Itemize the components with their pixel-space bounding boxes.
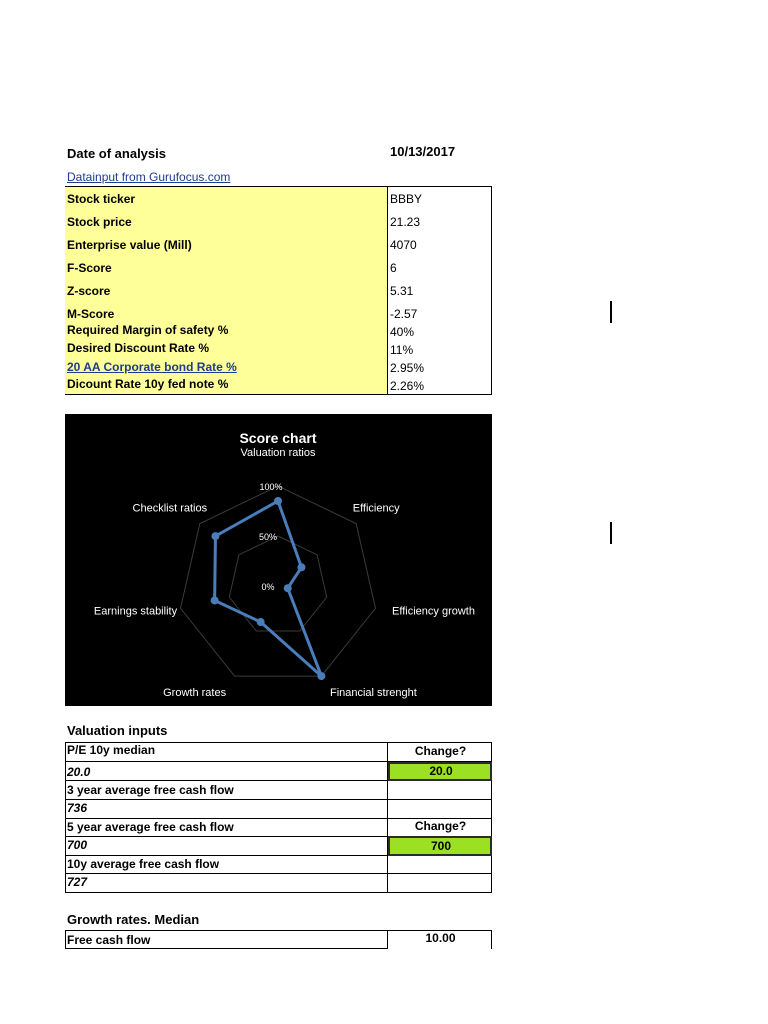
pe-median-label: P/E 10y median — [67, 743, 156, 757]
enterprise-value-value[interactable]: 4070 — [390, 238, 417, 252]
date-value: 10/13/2017 — [390, 144, 456, 159]
radar-data-point — [297, 563, 305, 571]
stock-price-value[interactable]: 21.23 — [390, 215, 421, 229]
score-chart[interactable] — [65, 414, 492, 706]
z-score-value[interactable]: 5.31 — [390, 284, 414, 298]
fcf-5y-label: 5 year average free cash flow — [67, 820, 234, 834]
corporate-bond-rate-value[interactable]: 2.95% — [390, 361, 425, 375]
radar-chart-svg — [65, 414, 492, 706]
fed-note-rate-value[interactable]: 2.26% — [390, 379, 425, 393]
chart-edge — [65, 490, 69, 640]
radar-data-point — [317, 672, 325, 680]
radar-gridline — [181, 486, 376, 676]
pe-change-input[interactable]: 20.0 — [388, 762, 492, 781]
m-score-label: M-Score — [67, 307, 115, 321]
radar-data-point — [211, 532, 219, 540]
discount-rate-value[interactable]: 11% — [390, 343, 414, 357]
f-score-value[interactable]: 6 — [390, 261, 397, 275]
pe-median-value: 20.0 — [67, 765, 91, 779]
stock-ticker-value[interactable]: BBBY — [390, 192, 423, 206]
radar-tick-label: 100% — [259, 482, 283, 492]
radar-tick-label: 0% — [261, 582, 275, 592]
radar-axis-labels — [94, 447, 475, 699]
fcf-3y-label: 3 year average free cash flow — [67, 783, 234, 797]
fcf-10y-label: 10y average free cash flow — [67, 857, 220, 871]
radar-grid — [181, 486, 376, 676]
corporate-bond-rate-link[interactable]: 20 AA Corporate bond Rate % — [67, 360, 237, 374]
radar-data-point — [274, 497, 282, 505]
radar-axis-label: Growth rates — [163, 687, 227, 700]
growth-rates-title: Growth rates. Median — [67, 912, 200, 927]
fcf-5y-value: 700 — [67, 838, 88, 852]
change-header: Change? — [414, 819, 467, 833]
table-border — [65, 186, 492, 187]
table-border — [65, 892, 492, 893]
radar-axis-label: Efficiency — [352, 502, 400, 515]
growth-fcf-value[interactable]: 10.00 — [425, 931, 456, 945]
table-border — [65, 394, 492, 395]
radar-tick-label: 50% — [258, 532, 278, 542]
m-score-value[interactable]: -2.57 — [390, 307, 418, 321]
radar-axis-label: Financial strenght — [329, 687, 417, 700]
chart-gap — [492, 465, 498, 689]
table-border — [65, 799, 492, 800]
radar-axis-label: Checklist ratios — [132, 502, 208, 515]
text-cursor — [610, 301, 612, 323]
fcf-10y-value: 727 — [67, 875, 88, 889]
radar-axis-label: Valuation ratios — [240, 447, 316, 459]
radar-axis-label: Earnings stability — [93, 605, 178, 618]
stock-ticker-label: Stock ticker — [67, 192, 136, 206]
fcf-5y-change-input[interactable]: 700 — [388, 836, 492, 856]
f-score-label: F-Score — [67, 261, 112, 275]
valuation-inputs-title: Valuation inputs — [67, 723, 168, 738]
z-score-label: Z-score — [67, 284, 111, 298]
margin-of-safety-label: Required Margin of safety % — [67, 323, 229, 337]
gurufocus-link[interactable]: Datainput from Gurufocus.com — [67, 170, 231, 184]
growth-fcf-label: Free cash flow — [67, 933, 151, 947]
fcf-3y-value: 736 — [67, 801, 88, 815]
discount-rate-label: Desired Discount Rate % — [67, 341, 210, 355]
radar-gridline — [229, 536, 326, 631]
radar-data-point — [257, 618, 265, 626]
stock-price-label: Stock price — [67, 215, 132, 229]
radar-data-point — [284, 584, 292, 592]
chart-title: Score chart — [239, 430, 317, 446]
table-border — [491, 186, 492, 395]
margin-of-safety-value[interactable]: 40% — [390, 325, 415, 339]
radar-axis-label: Efficiency growth — [392, 605, 475, 618]
enterprise-value-label: Enterprise value (Mill) — [67, 238, 192, 252]
fed-note-rate-label: Dicount Rate 10y fed note % — [67, 377, 229, 391]
text-cursor — [610, 522, 612, 544]
table-border — [65, 873, 492, 874]
change-header: Change? — [414, 744, 467, 758]
radar-data-point — [211, 596, 219, 604]
table-border — [491, 930, 492, 949]
date-label: Date of analysis — [67, 146, 166, 161]
